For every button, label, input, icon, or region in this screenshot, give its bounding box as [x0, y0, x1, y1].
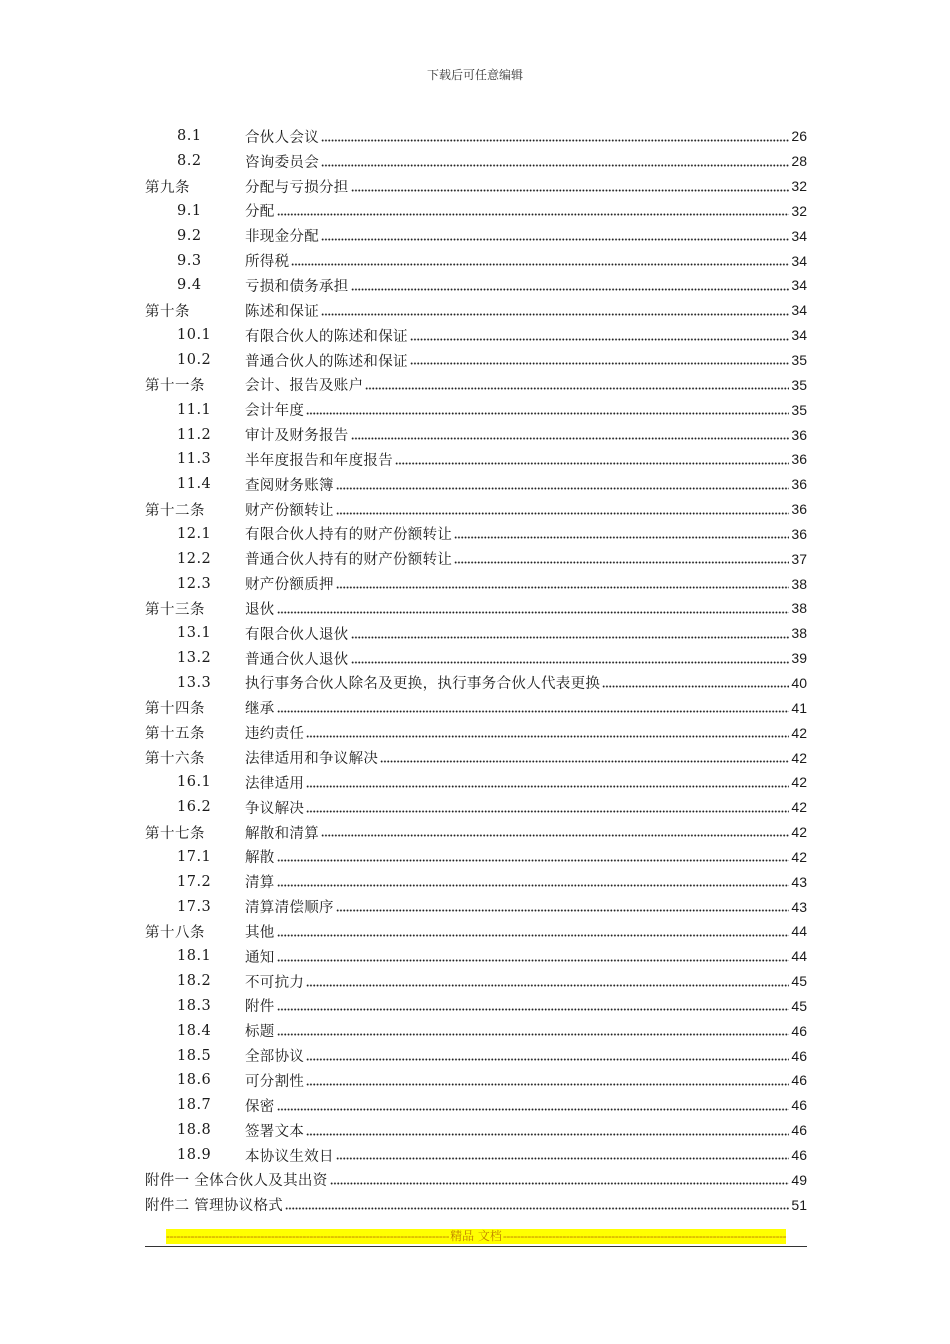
toc-entry-title: 清算 — [245, 875, 275, 892]
toc-entry[interactable] — [145, 571, 807, 596]
toc-dot-leader — [277, 859, 790, 862]
toc-entry-page: 43 — [791, 873, 807, 890]
toc-entry[interactable] — [145, 348, 807, 373]
toc-entry-number: 18.3 — [177, 997, 212, 1014]
toc-entry-title: 有限合伙人持有的财产份额转让 — [245, 527, 453, 544]
toc-entry-title: 有限合伙人的陈述和保证 — [245, 328, 408, 345]
toc-entry-number: 13.3 — [177, 674, 212, 691]
toc-dot-leader — [336, 586, 790, 589]
toc-entry-number: 17.2 — [177, 873, 212, 890]
toc-entry-number: 第十七条 — [145, 825, 205, 842]
toc-entry[interactable] — [145, 174, 807, 199]
toc-dot-leader — [277, 884, 790, 887]
toc-dot-leader — [277, 710, 790, 713]
toc-entry-number: 11.4 — [177, 476, 212, 493]
toc-entry[interactable] — [145, 497, 807, 522]
toc-entry-title: 通知 — [245, 949, 275, 966]
toc-entry-page: 42 — [791, 824, 807, 841]
toc-entry-number: 12.1 — [177, 525, 212, 542]
toc-entry[interactable] — [145, 994, 807, 1019]
toc-dot-leader — [277, 1033, 790, 1036]
toc-entry[interactable] — [145, 1093, 807, 1118]
toc-entry-page: 46 — [791, 1022, 807, 1039]
toc-entry[interactable] — [145, 969, 807, 994]
toc-dot-leader — [291, 263, 789, 266]
toc-entry-title: 会计、报告及账户 — [245, 378, 364, 395]
toc-dot-leader — [306, 1083, 789, 1086]
toc-entry-page: 28 — [791, 153, 807, 170]
toc-entry-title: 陈述和保证 — [245, 303, 319, 320]
toc-dot-leader — [321, 164, 789, 167]
toc-entry[interactable] — [145, 422, 807, 447]
toc-entry-number: 第十一条 — [145, 378, 205, 395]
toc-dot-leader — [277, 611, 790, 614]
toc-entry-title: 可分割性 — [245, 1073, 305, 1090]
toc-entry-number: 第十六条 — [145, 751, 205, 768]
toc-entry-number: 18.4 — [177, 1022, 212, 1039]
toc-entry[interactable] — [145, 820, 807, 845]
toc-entry[interactable] — [145, 199, 807, 224]
toc-dot-leader — [306, 785, 789, 788]
toc-entry-title: 违约责任 — [245, 726, 305, 743]
toc-dot-leader — [602, 685, 789, 688]
toc-entry-number: 第十四条 — [145, 701, 205, 718]
toc-dot-leader — [306, 735, 789, 738]
toc-entry-number: 12.2 — [177, 550, 212, 567]
toc-entry-title: 执行事务合伙人除名及更换，执行事务合伙人代表更换 — [245, 676, 601, 693]
toc-entry-page: 34 — [791, 252, 807, 269]
toc-entry-page: 36 — [791, 476, 807, 493]
toc-entry[interactable] — [145, 447, 807, 472]
toc-entry-number: 第十条 — [145, 303, 190, 320]
toc-entry-page: 46 — [791, 1147, 807, 1164]
toc-entry-page: 41 — [791, 699, 807, 716]
toc-entry-title: 全部协议 — [245, 1049, 305, 1066]
toc-entry-title: 合伙人会议 — [245, 129, 319, 146]
toc-entry-number: 17.1 — [177, 848, 212, 865]
toc-entry-title: 会计年度 — [245, 403, 305, 420]
toc-entry-page: 42 — [791, 774, 807, 791]
toc-entry-number: 10.1 — [177, 327, 212, 344]
toc-entry-page: 34 — [791, 302, 807, 319]
toc-entry-page: 36 — [791, 501, 807, 518]
toc-entry-title: 所得税 — [245, 254, 290, 271]
toc-entry-number: 8.1 — [177, 128, 202, 145]
toc-entry-title: 非现金分配 — [245, 229, 319, 246]
toc-dot-leader — [351, 437, 790, 440]
footer-rule — [145, 1246, 807, 1247]
toc-entry-title: 法律适用和争议解决 — [245, 751, 379, 768]
toc-entry[interactable] — [145, 869, 807, 894]
toc-dot-leader — [321, 238, 789, 241]
toc-entry-page: 42 — [791, 724, 807, 741]
toc-entry-page: 43 — [791, 898, 807, 915]
toc-entry-page: 37 — [791, 550, 807, 567]
toc-entry-number: 第十八条 — [145, 924, 205, 941]
toc-entry-page: 40 — [791, 674, 807, 691]
toc-entry-title: 附件二 管理协议格式 — [145, 1198, 284, 1215]
toc-entry-page: 45 — [791, 973, 807, 990]
toc-entry[interactable] — [145, 671, 807, 696]
toc-entry-title: 普通合伙人持有的财产份额转让 — [245, 552, 453, 569]
toc-dot-leader — [336, 487, 790, 490]
toc-entry-number: 11.2 — [177, 426, 212, 443]
toc-entry-number: 13.2 — [177, 650, 212, 667]
toc-entry[interactable] — [145, 596, 807, 621]
toc-entry-title: 不可抗力 — [245, 974, 305, 991]
toc-entry-title: 财产份额转让 — [245, 502, 334, 519]
toc-entry-page: 36 — [791, 426, 807, 443]
toc-entry-number: 18.5 — [177, 1047, 212, 1064]
toc-entry-page: 51 — [791, 1196, 807, 1213]
toc-entry-title: 附件一 全体合伙人及其出资 — [145, 1173, 328, 1190]
toc-entry[interactable] — [145, 621, 807, 646]
toc-entry[interactable] — [145, 894, 807, 919]
toc-entry-number: 第十二条 — [145, 502, 205, 519]
toc-entry-title: 审计及财务报告 — [245, 428, 349, 445]
toc-entry[interactable] — [145, 919, 807, 944]
toc-entry[interactable] — [145, 646, 807, 671]
toc-entry-title: 半年度报告和年度报告 — [245, 452, 393, 469]
toc-entry[interactable] — [145, 372, 807, 397]
toc-entry-number: 第十五条 — [145, 726, 205, 743]
toc-dot-leader — [336, 1157, 790, 1160]
toc-entry[interactable] — [145, 1068, 807, 1093]
toc-entry[interactable] — [145, 1018, 807, 1043]
toc-dot-leader — [321, 834, 789, 837]
toc-entry-page: 44 — [791, 948, 807, 965]
toc-entry-title: 查阅财务账簿 — [245, 477, 334, 494]
toc-entry-page: 34 — [791, 277, 807, 294]
toc-dot-leader — [306, 984, 789, 987]
toc-entry[interactable] — [145, 546, 807, 571]
toc-entry-number: 18.8 — [177, 1122, 212, 1139]
toc-entry[interactable] — [145, 944, 807, 969]
toc-entry-number: 12.3 — [177, 575, 212, 592]
toc-entry-page: 46 — [791, 1047, 807, 1064]
toc-entry-title: 咨询委员会 — [245, 154, 319, 171]
toc-entry[interactable] — [145, 695, 807, 720]
toc-dot-leader — [277, 959, 790, 962]
toc-entry-number: 18.2 — [177, 973, 212, 990]
toc-entry-page: 32 — [791, 178, 807, 195]
toc-entry-number: 第九条 — [145, 179, 190, 196]
toc-dot-leader — [351, 661, 790, 664]
toc-dot-leader — [454, 536, 789, 539]
toc-entry[interactable] — [145, 397, 807, 422]
toc-entry-number: 18.1 — [177, 948, 212, 965]
toc-entry-page: 42 — [791, 799, 807, 816]
toc-entry[interactable] — [145, 522, 807, 547]
toc-entry-page: 35 — [791, 376, 807, 393]
toc-entry-title: 解散 — [245, 850, 275, 867]
toc-entry-page: 46 — [791, 1072, 807, 1089]
toc-dot-leader — [365, 387, 789, 390]
page-header: 下载后可任意编辑 — [426, 68, 523, 82]
toc-dot-leader — [277, 934, 790, 937]
toc-entry-page: 49 — [791, 1171, 807, 1188]
toc-entry-title: 附件 — [245, 999, 275, 1016]
toc-entry-title: 分配 — [245, 204, 275, 221]
toc-entry-page: 35 — [791, 352, 807, 369]
toc-dot-leader — [277, 213, 790, 216]
toc-dot-leader — [306, 1133, 789, 1136]
toc-entry-title: 亏损和债务承担 — [245, 278, 349, 295]
toc-entry-title: 签署文本 — [245, 1123, 305, 1140]
toc-entry-number: 8.2 — [177, 153, 202, 170]
toc-entry[interactable] — [145, 1167, 807, 1192]
toc-entry[interactable] — [145, 720, 807, 745]
toc-entry-number: 16.2 — [177, 799, 212, 816]
toc-entry-title: 法律适用 — [245, 775, 305, 792]
toc-dot-leader — [351, 636, 790, 639]
toc-entry-number: 第十三条 — [145, 601, 205, 618]
footer-dashes-left — [166, 1229, 449, 1244]
toc-entry-number: 17.3 — [177, 898, 212, 915]
toc-entry-number: 10.2 — [177, 352, 212, 369]
toc-entry-title: 保密 — [245, 1098, 275, 1115]
toc-dot-leader — [285, 1207, 789, 1210]
toc-dot-leader — [321, 313, 789, 316]
toc-entry-page: 45 — [791, 997, 807, 1014]
toc-entry-page: 35 — [791, 401, 807, 418]
toc-entry[interactable] — [145, 1192, 807, 1217]
toc-entry[interactable] — [145, 1043, 807, 1068]
toc-entry-page: 36 — [791, 525, 807, 542]
toc-entry-page: 42 — [791, 749, 807, 766]
toc-entry-page: 38 — [791, 600, 807, 617]
toc-entry[interactable] — [145, 844, 807, 869]
toc-entry-number: 18.6 — [177, 1072, 212, 1089]
toc-entry-number: 9.3 — [177, 252, 202, 269]
toc-entry[interactable] — [145, 795, 807, 820]
toc-entry-page: 42 — [791, 848, 807, 865]
toc-entry-page: 39 — [791, 650, 807, 667]
toc-dot-leader — [351, 288, 790, 291]
toc-entry[interactable] — [145, 770, 807, 795]
toc-dot-leader — [454, 561, 789, 564]
footer-dashes-right — [503, 1229, 786, 1244]
toc-entry-number: 11.3 — [177, 451, 212, 468]
toc-entry-page: 46 — [791, 1122, 807, 1139]
toc-entry[interactable] — [145, 323, 807, 348]
toc-dot-leader — [306, 412, 789, 415]
toc-entry-number: 18.9 — [177, 1147, 212, 1164]
toc-entry-title: 普通合伙人退伙 — [245, 651, 349, 668]
toc-entry[interactable] — [145, 1118, 807, 1143]
toc-entry[interactable] — [145, 149, 807, 174]
toc-entry[interactable] — [145, 472, 807, 497]
toc-dot-leader — [410, 362, 790, 365]
toc-dot-leader — [330, 1182, 790, 1185]
toc-entry-number: 9.4 — [177, 277, 202, 294]
toc-entry[interactable] — [145, 745, 807, 770]
toc-entry[interactable] — [145, 1143, 807, 1168]
toc-entry-page: 36 — [791, 451, 807, 468]
toc-dot-leader — [380, 760, 789, 763]
toc-entry-page: 38 — [791, 625, 807, 642]
toc-dot-leader — [306, 1058, 789, 1061]
toc-entry-title: 分配与亏损分担 — [245, 179, 349, 196]
toc-dot-leader — [336, 512, 790, 515]
toc-entry-title: 清算清偿顺序 — [245, 900, 334, 917]
toc-entry-number: 13.1 — [177, 625, 212, 642]
footer-banner — [166, 1229, 786, 1244]
toc-entry-number: 9.2 — [177, 227, 202, 244]
toc-entry-title: 普通合伙人的陈述和保证 — [245, 353, 408, 370]
toc-entry-page: 32 — [791, 202, 807, 219]
toc-entry[interactable] — [145, 273, 807, 298]
toc-entry-page: 26 — [791, 128, 807, 145]
toc-dot-leader — [336, 909, 790, 912]
toc-entry-number: 18.7 — [177, 1097, 212, 1114]
toc-dot-leader — [351, 189, 790, 192]
toc-entry-title: 标题 — [245, 1024, 275, 1041]
footer-label: 精品 文档 — [450, 1229, 502, 1243]
toc-entry-title: 财产份额质押 — [245, 577, 334, 594]
toc-entry-page: 44 — [791, 923, 807, 940]
toc-entry[interactable] — [145, 248, 807, 273]
toc-entry-title: 本协议生效日 — [245, 1148, 334, 1165]
toc-dot-leader — [410, 338, 790, 341]
toc-entry-title: 解散和清算 — [245, 825, 319, 842]
toc-entry[interactable] — [145, 223, 807, 248]
table-of-contents — [145, 124, 807, 1217]
toc-dot-leader — [277, 1108, 790, 1111]
toc-entry[interactable] — [145, 124, 807, 149]
toc-entry[interactable] — [145, 298, 807, 323]
toc-entry-page: 46 — [791, 1097, 807, 1114]
toc-dot-leader — [306, 810, 789, 813]
toc-entry-page: 34 — [791, 227, 807, 244]
toc-entry-page: 38 — [791, 575, 807, 592]
toc-dot-leader — [395, 462, 789, 465]
toc-entry-title: 争议解决 — [245, 800, 305, 817]
toc-entry-number: 11.1 — [177, 401, 212, 418]
toc-entry-page: 34 — [791, 327, 807, 344]
toc-entry-number: 9.1 — [177, 202, 202, 219]
toc-entry-title: 其他 — [245, 924, 275, 941]
toc-dot-leader — [277, 1008, 790, 1011]
toc-entry-title: 退伙 — [245, 601, 275, 618]
toc-entry-title: 继承 — [245, 701, 275, 718]
toc-entry-number: 16.1 — [177, 774, 212, 791]
toc-dot-leader — [321, 139, 789, 142]
toc-entry-title: 有限合伙人退伙 — [245, 626, 349, 643]
